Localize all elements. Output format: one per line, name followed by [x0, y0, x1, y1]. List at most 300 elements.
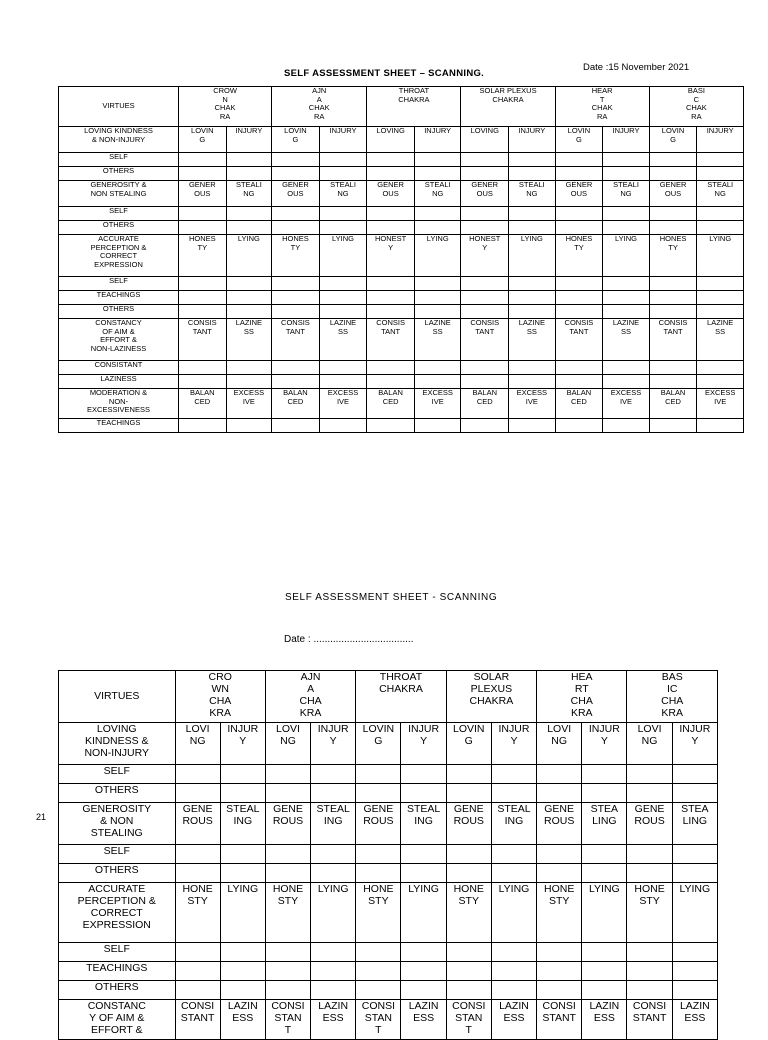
virtue-term: GENER OUS	[367, 181, 415, 207]
entry-cell[interactable]	[319, 153, 367, 167]
entry-cell[interactable]	[649, 375, 697, 389]
vice-term: LAZINE SS	[603, 319, 650, 361]
entry-cell[interactable]	[179, 167, 227, 181]
virtue-term: BALAN CED	[649, 389, 697, 419]
entry-cell[interactable]	[272, 375, 320, 389]
entry-cell[interactable]	[555, 305, 603, 319]
entry-cell[interactable]	[555, 277, 603, 291]
entry-cell[interactable]	[461, 277, 509, 291]
entry-cell[interactable]	[537, 765, 582, 784]
entry-cell[interactable]	[272, 361, 320, 375]
entry-cell[interactable]	[179, 221, 227, 235]
entry-cell[interactable]	[461, 375, 509, 389]
entry-cell[interactable]	[179, 305, 227, 319]
entry-cell[interactable]	[265, 845, 310, 864]
entry-cell[interactable]	[226, 361, 272, 375]
vice-term: INJURY	[697, 127, 744, 153]
virtue-term: GENER OUS	[461, 181, 509, 207]
entry-cell[interactable]	[272, 419, 320, 433]
chakra-header: SOLAR PLEXUS CHAKRA	[446, 671, 536, 723]
entry-cell[interactable]	[555, 361, 603, 375]
sub-row	[59, 221, 744, 235]
vice-term: INJUR Y	[311, 723, 356, 765]
entry-cell[interactable]	[697, 167, 744, 181]
entry-cell[interactable]	[319, 305, 367, 319]
entry-cell[interactable]	[491, 845, 536, 864]
vice-term: LYING	[672, 883, 717, 943]
entry-cell[interactable]	[491, 962, 536, 981]
sub-row-label: CONSISTANT	[59, 361, 179, 375]
entry-cell[interactable]	[697, 221, 744, 235]
entry-cell[interactable]	[627, 864, 672, 883]
entry-cell[interactable]	[272, 207, 320, 221]
entry-cell[interactable]	[627, 981, 672, 1000]
virtue-term: CONSI STAN T	[356, 1000, 401, 1040]
entry-cell[interactable]	[356, 784, 401, 803]
chakra-header: HEA RT CHA KRA	[537, 671, 627, 723]
virtue-term: BALAN CED	[367, 389, 415, 419]
entry-cell[interactable]	[356, 864, 401, 883]
sub-row	[59, 361, 744, 375]
entry-cell[interactable]	[672, 765, 717, 784]
entry-cell[interactable]	[265, 962, 310, 981]
entry-cell[interactable]	[226, 153, 272, 167]
sub-row-label: SELF	[59, 277, 179, 291]
entry-cell[interactable]	[220, 943, 265, 962]
entry-cell[interactable]	[627, 962, 672, 981]
entry-cell[interactable]	[509, 167, 556, 181]
vice-term: LYING	[319, 235, 367, 277]
entry-cell[interactable]	[367, 167, 415, 181]
entry-cell[interactable]	[401, 864, 446, 883]
entry-cell[interactable]	[319, 277, 367, 291]
virtue-term: CONSIS TANT	[179, 319, 227, 361]
vice-term: LAZIN ESS	[582, 1000, 627, 1040]
entry-cell[interactable]	[220, 845, 265, 864]
entry-cell[interactable]	[537, 943, 582, 962]
entry-cell[interactable]	[555, 291, 603, 305]
entry-cell[interactable]	[175, 845, 220, 864]
entry-cell[interactable]	[446, 784, 491, 803]
vice-term: INJUR Y	[491, 723, 536, 765]
entry-cell[interactable]	[319, 291, 367, 305]
entry-cell[interactable]	[461, 153, 509, 167]
entry-cell[interactable]	[401, 784, 446, 803]
entry-cell[interactable]	[311, 845, 356, 864]
vice-term: LAZIN ESS	[672, 1000, 717, 1040]
virtue-term: GENE ROUS	[627, 803, 672, 845]
virtue-label: LOVING KINDNESS & NON-INJURY	[59, 723, 176, 765]
entry-cell[interactable]	[367, 361, 415, 375]
entry-cell[interactable]	[414, 305, 461, 319]
vice-term: STEALI NG	[509, 181, 556, 207]
entry-cell[interactable]	[401, 845, 446, 864]
sub-row-label: OTHERS	[59, 784, 176, 803]
entry-cell[interactable]	[220, 981, 265, 1000]
sub-row	[59, 153, 744, 167]
virtue-term: LOVIN G	[446, 723, 491, 765]
entry-cell[interactable]	[537, 845, 582, 864]
vice-term: LYING	[582, 883, 627, 943]
entry-cell[interactable]	[220, 765, 265, 784]
entry-cell[interactable]	[175, 943, 220, 962]
virtue-term: GENER OUS	[555, 181, 603, 207]
entry-cell[interactable]	[582, 845, 627, 864]
vice-term: LYING	[509, 235, 556, 277]
entry-cell[interactable]	[367, 277, 415, 291]
entry-cell[interactable]	[697, 361, 744, 375]
vice-term: STEALI NG	[226, 181, 272, 207]
entry-cell[interactable]	[414, 291, 461, 305]
entry-cell[interactable]	[509, 305, 556, 319]
entry-cell[interactable]	[226, 207, 272, 221]
entry-cell[interactable]	[319, 361, 367, 375]
entry-cell[interactable]	[509, 207, 556, 221]
entry-cell[interactable]	[401, 765, 446, 784]
entry-cell[interactable]	[603, 291, 650, 305]
sheet1-title: SELF ASSESSMENT SHEET – SCANNING.	[284, 68, 485, 79]
entry-cell[interactable]	[697, 153, 744, 167]
entry-cell[interactable]	[555, 419, 603, 433]
entry-cell[interactable]	[603, 305, 650, 319]
entry-cell[interactable]	[672, 943, 717, 962]
virtue-term: LOVING	[367, 127, 415, 153]
virtue-row	[59, 389, 744, 419]
entry-cell[interactable]	[401, 943, 446, 962]
entry-cell[interactable]	[555, 167, 603, 181]
entry-cell[interactable]	[175, 981, 220, 1000]
entry-cell[interactable]	[414, 207, 461, 221]
entry-cell[interactable]	[509, 277, 556, 291]
virtue-term: HONE STY	[627, 883, 672, 943]
entry-cell[interactable]	[627, 784, 672, 803]
entry-cell[interactable]	[509, 375, 556, 389]
entry-cell[interactable]	[446, 845, 491, 864]
vice-term: INJUR Y	[220, 723, 265, 765]
entry-cell[interactable]	[491, 981, 536, 1000]
entry-cell[interactable]	[649, 167, 697, 181]
entry-cell[interactable]	[649, 291, 697, 305]
virtue-term: LOVING	[461, 127, 509, 153]
entry-cell[interactable]	[319, 221, 367, 235]
entry-cell[interactable]	[509, 221, 556, 235]
chakra-header: HEAR T CHAK RA	[555, 87, 649, 127]
chakra-header: CRO WN CHA KRA	[175, 671, 265, 723]
sub-row-label: LAZINESS	[59, 375, 179, 389]
vice-term: STEAL ING	[311, 803, 356, 845]
entry-cell[interactable]	[582, 784, 627, 803]
virtue-term: HONEST Y	[367, 235, 415, 277]
virtue-label: GENEROSITY & NON STEALING	[59, 181, 179, 207]
sub-row-label: OTHERS	[59, 981, 176, 1000]
entry-cell[interactable]	[461, 221, 509, 235]
vice-term: STEAL ING	[401, 803, 446, 845]
entry-cell[interactable]	[446, 962, 491, 981]
entry-cell[interactable]	[446, 981, 491, 1000]
entry-cell[interactable]	[226, 221, 272, 235]
entry-cell[interactable]	[446, 943, 491, 962]
entry-cell[interactable]	[265, 765, 310, 784]
entry-cell[interactable]	[311, 943, 356, 962]
entry-cell[interactable]	[311, 981, 356, 1000]
entry-cell[interactable]	[461, 305, 509, 319]
chakra-header: AJN A CHAK RA	[272, 87, 367, 127]
entry-cell[interactable]	[367, 305, 415, 319]
entry-cell[interactable]	[697, 277, 744, 291]
entry-cell[interactable]	[697, 207, 744, 221]
entry-cell[interactable]	[603, 207, 650, 221]
entry-cell[interactable]	[582, 765, 627, 784]
entry-cell[interactable]	[414, 277, 461, 291]
vice-term: STEALI NG	[319, 181, 367, 207]
entry-cell[interactable]	[672, 864, 717, 883]
entry-cell[interactable]	[265, 981, 310, 1000]
entry-cell[interactable]	[311, 765, 356, 784]
entry-cell[interactable]	[179, 361, 227, 375]
entry-cell[interactable]	[356, 981, 401, 1000]
entry-cell[interactable]	[175, 784, 220, 803]
entry-cell[interactable]	[414, 153, 461, 167]
entry-cell[interactable]	[582, 864, 627, 883]
entry-cell[interactable]	[414, 375, 461, 389]
entry-cell[interactable]	[226, 305, 272, 319]
entry-cell[interactable]	[272, 167, 320, 181]
entry-cell[interactable]	[319, 375, 367, 389]
sub-row	[59, 962, 718, 981]
vice-term: INJURY	[414, 127, 461, 153]
entry-cell[interactable]	[537, 962, 582, 981]
entry-cell[interactable]	[367, 221, 415, 235]
entry-cell[interactable]	[537, 981, 582, 1000]
entry-cell[interactable]	[649, 361, 697, 375]
entry-cell[interactable]	[179, 291, 227, 305]
entry-cell[interactable]	[272, 291, 320, 305]
entry-cell[interactable]	[461, 207, 509, 221]
entry-cell[interactable]	[272, 221, 320, 235]
virtue-label: CONSTANCY OF AIM & EFFORT & NON-LAZINESS	[59, 319, 179, 361]
virtue-term: HONEST Y	[461, 235, 509, 277]
entry-cell[interactable]	[672, 784, 717, 803]
entry-cell[interactable]	[603, 419, 650, 433]
entry-cell[interactable]	[179, 375, 227, 389]
entry-cell[interactable]	[537, 784, 582, 803]
entry-cell[interactable]	[491, 765, 536, 784]
vice-term: LAZIN ESS	[491, 1000, 536, 1040]
entry-cell[interactable]	[272, 153, 320, 167]
entry-cell[interactable]	[220, 864, 265, 883]
virtue-label: ACCURATE PERCEPTION & CORRECT EXPRESSION	[59, 235, 179, 277]
entry-cell[interactable]	[226, 419, 272, 433]
chakra-header: BAS IC CHA KRA	[627, 671, 718, 723]
entry-cell[interactable]	[179, 277, 227, 291]
entry-cell[interactable]	[356, 765, 401, 784]
virtue-label: ACCURATE PERCEPTION & CORRECT EXPRESSION	[59, 883, 176, 943]
virtue-term: LOVIN G	[649, 127, 697, 153]
entry-cell[interactable]	[491, 784, 536, 803]
entry-cell[interactable]	[367, 419, 415, 433]
entry-cell[interactable]	[461, 361, 509, 375]
entry-cell[interactable]	[491, 864, 536, 883]
entry-cell[interactable]	[627, 943, 672, 962]
sub-row	[59, 864, 718, 883]
entry-cell[interactable]	[649, 277, 697, 291]
entry-cell[interactable]	[175, 765, 220, 784]
entry-cell[interactable]	[319, 207, 367, 221]
vice-term: LAZINE SS	[509, 319, 556, 361]
entry-cell[interactable]	[461, 419, 509, 433]
entry-cell[interactable]	[414, 361, 461, 375]
entry-cell[interactable]	[401, 981, 446, 1000]
entry-cell[interactable]	[461, 291, 509, 305]
entry-cell[interactable]	[175, 864, 220, 883]
entry-cell[interactable]	[672, 845, 717, 864]
entry-cell[interactable]	[627, 845, 672, 864]
vice-term: INJURY	[603, 127, 650, 153]
virtue-term: HONES TY	[272, 235, 320, 277]
virtue-term: HONE STY	[446, 883, 491, 943]
entry-cell[interactable]	[220, 784, 265, 803]
entry-cell[interactable]	[272, 305, 320, 319]
vice-term: STEALI NG	[697, 181, 744, 207]
sub-row	[59, 291, 744, 305]
sub-row	[59, 981, 718, 1000]
sub-row	[59, 375, 744, 389]
entry-cell[interactable]	[509, 361, 556, 375]
vice-term: LYING	[697, 235, 744, 277]
entry-cell[interactable]	[311, 784, 356, 803]
entry-cell[interactable]	[220, 962, 265, 981]
entry-cell[interactable]	[414, 419, 461, 433]
entry-cell[interactable]	[311, 962, 356, 981]
virtue-term: CONSIS TANT	[461, 319, 509, 361]
entry-cell[interactable]	[649, 153, 697, 167]
entry-cell[interactable]	[603, 375, 650, 389]
entry-cell[interactable]	[265, 784, 310, 803]
entry-cell[interactable]	[265, 864, 310, 883]
entry-cell[interactable]	[555, 207, 603, 221]
entry-cell[interactable]	[367, 375, 415, 389]
sub-row-label: OTHERS	[59, 167, 179, 181]
header-row	[59, 671, 718, 723]
entry-cell[interactable]	[179, 207, 227, 221]
virtue-term: GENE ROUS	[446, 803, 491, 845]
entry-cell[interactable]	[356, 845, 401, 864]
entry-cell[interactable]	[509, 419, 556, 433]
sub-row	[59, 419, 744, 433]
vice-term: LAZINE SS	[697, 319, 744, 361]
vice-term: EXCESS IVE	[509, 389, 556, 419]
entry-cell[interactable]	[226, 167, 272, 181]
entry-cell[interactable]	[179, 153, 227, 167]
entry-cell[interactable]	[697, 375, 744, 389]
entry-cell[interactable]	[226, 277, 272, 291]
entry-cell[interactable]	[582, 962, 627, 981]
entry-cell[interactable]	[491, 943, 536, 962]
entry-cell[interactable]	[179, 419, 227, 433]
virtue-label: LOVING KINDNESS & NON-INJURY	[59, 127, 179, 153]
entry-cell[interactable]	[697, 419, 744, 433]
virtue-term: GENER OUS	[649, 181, 697, 207]
entry-cell[interactable]	[537, 864, 582, 883]
entry-cell[interactable]	[603, 277, 650, 291]
entry-cell[interactable]	[555, 375, 603, 389]
entry-cell[interactable]	[603, 361, 650, 375]
entry-cell[interactable]	[649, 419, 697, 433]
entry-cell[interactable]	[367, 153, 415, 167]
vice-term: LYING	[311, 883, 356, 943]
entry-cell[interactable]	[649, 207, 697, 221]
virtue-term: CONSIS TANT	[272, 319, 320, 361]
virtue-term: HONE STY	[265, 883, 310, 943]
entry-cell[interactable]	[627, 765, 672, 784]
entry-cell[interactable]	[367, 291, 415, 305]
entry-cell[interactable]	[649, 305, 697, 319]
entry-cell[interactable]	[311, 864, 356, 883]
sub-row-label: TEACHINGS	[59, 419, 179, 433]
chakra-header: THROAT CHAKRA	[367, 87, 461, 127]
entry-cell[interactable]	[367, 207, 415, 221]
entry-cell[interactable]	[461, 167, 509, 181]
entry-cell[interactable]	[697, 305, 744, 319]
entry-cell[interactable]	[319, 167, 367, 181]
entry-cell[interactable]	[555, 221, 603, 235]
sub-row-label: TEACHINGS	[59, 962, 176, 981]
vice-term: STEAL ING	[220, 803, 265, 845]
vice-term: EXCESS IVE	[414, 389, 461, 419]
virtue-term: LOVIN G	[179, 127, 227, 153]
sub-row	[59, 784, 718, 803]
entry-cell[interactable]	[414, 167, 461, 181]
sheet2-date: Date : ....................................	[284, 634, 414, 645]
entry-cell[interactable]	[672, 981, 717, 1000]
vice-term: STEALI NG	[414, 181, 461, 207]
entry-cell[interactable]	[509, 153, 556, 167]
entry-cell[interactable]	[401, 962, 446, 981]
entry-cell[interactable]	[356, 962, 401, 981]
vice-term: STEAL ING	[491, 803, 536, 845]
entry-cell[interactable]	[226, 375, 272, 389]
entry-cell[interactable]	[603, 153, 650, 167]
entry-cell[interactable]	[446, 765, 491, 784]
virtues-header: VIRTUES	[59, 671, 176, 723]
virtue-term: CONSI STANT	[627, 1000, 672, 1040]
entry-cell[interactable]	[272, 277, 320, 291]
entry-cell[interactable]	[509, 291, 556, 305]
entry-cell[interactable]	[603, 167, 650, 181]
entry-cell[interactable]	[649, 221, 697, 235]
entry-cell[interactable]	[603, 221, 650, 235]
entry-cell[interactable]	[582, 981, 627, 1000]
entry-cell[interactable]	[319, 419, 367, 433]
entry-cell[interactable]	[555, 153, 603, 167]
entry-cell[interactable]	[356, 943, 401, 962]
entry-cell[interactable]	[672, 962, 717, 981]
sheet1-table	[58, 86, 744, 433]
entry-cell[interactable]	[265, 943, 310, 962]
entry-cell[interactable]	[226, 291, 272, 305]
entry-cell[interactable]	[175, 962, 220, 981]
virtue-row	[59, 235, 744, 277]
sub-row	[59, 765, 718, 784]
virtue-term: HONES TY	[649, 235, 697, 277]
virtue-term: BALAN CED	[461, 389, 509, 419]
entry-cell[interactable]	[697, 291, 744, 305]
entry-cell[interactable]	[414, 221, 461, 235]
virtues-header: VIRTUES	[59, 87, 179, 127]
sub-row-label: OTHERS	[59, 305, 179, 319]
entry-cell[interactable]	[582, 943, 627, 962]
entry-cell[interactable]	[446, 864, 491, 883]
